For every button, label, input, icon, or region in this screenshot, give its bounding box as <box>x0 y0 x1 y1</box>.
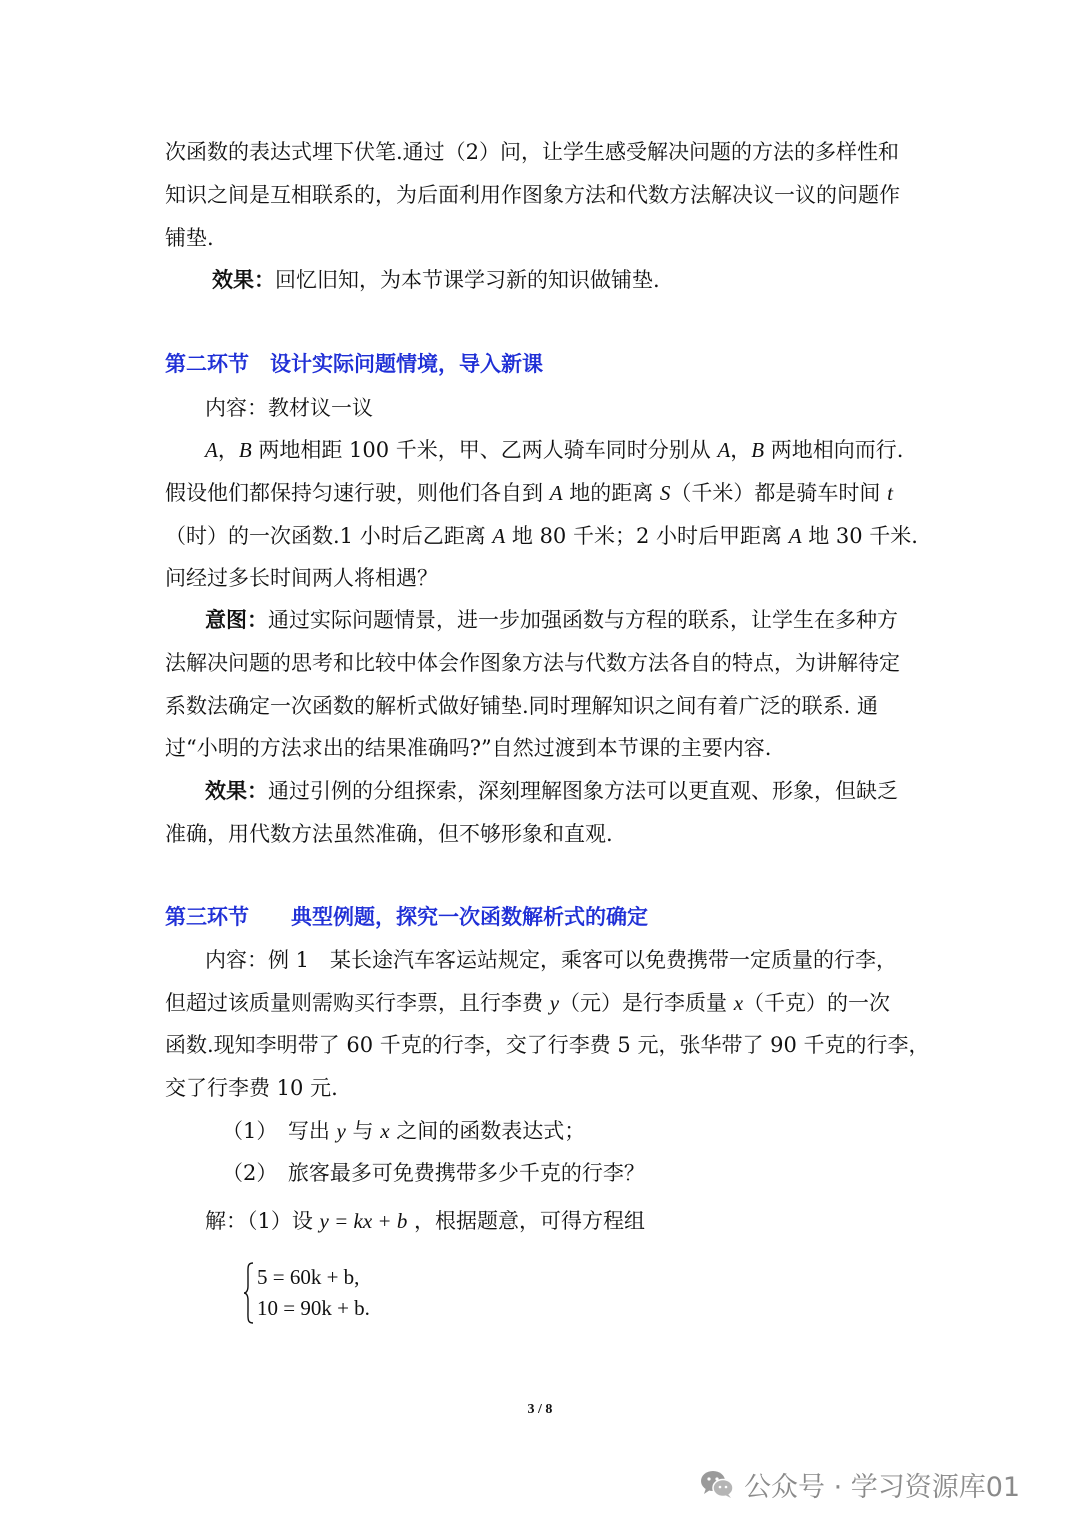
equation-system <box>243 1262 443 1324</box>
solution-line: 解：（1）设 y = kx + b ，根据题意，可得方程组 <box>205 1209 646 1233</box>
example-line-4: 交了行李费 10 元. <box>165 1076 338 1100</box>
intent-line-4: 过“小明的方法求出的结果准确吗?”自然过渡到本节课的主要内容. <box>165 736 772 760</box>
intro-line-1: 次函数的表达式埋下伏笔.通过（2）问，让学生感受解决问题的方法的多样性和 <box>165 140 900 164</box>
problem-line-1: A，B 两地相距 100 千米，甲、乙两人骑车同时分别从 A，B 两地相向而行. <box>205 438 904 462</box>
problem-line-2: 假设他们都保持匀速行驶，则他们各自到 A 地的距离 S（千米）都是骑车时间 t <box>165 481 893 505</box>
effect-text: 回忆旧知，为本节课学习新的知识做铺垫. <box>275 268 660 292</box>
effect2-label: 效果： <box>205 778 268 803</box>
intent-line-1: 意图：通过实际问题情景，进一步加强函数与方程的联系，让学生在多种方 <box>205 607 898 632</box>
equation-2: 10 = 90k + b. <box>257 1296 370 1320</box>
effect-label: 效果： <box>212 267 275 292</box>
intent-line-3: 系数法确定一次函数的解析式做好铺垫.同时理解知识之间有着广泛的联系. 通 <box>165 694 879 718</box>
example-line-2: 但超过该质量则需购买行李票，且行李费 y（元）是行李质量 x（千克）的一次 <box>165 991 891 1015</box>
question-2: （2） 旅客最多可免费携带多少千克的行李？ <box>222 1161 645 1185</box>
section-heading-2: 第二环节 设计实际问题情境，导入新课 <box>165 351 543 376</box>
intent-line-2: 法解决问题的思考和比较中体会作图象方法与代数方法各自的特点，为讲解待定 <box>165 651 900 675</box>
equation-1: 5 = 60k + b, <box>257 1265 360 1289</box>
question-1: （1） 写出 y 与 x 之间的函数表达式； <box>222 1119 586 1143</box>
effect-paragraph-1 <box>212 265 972 295</box>
page-number: 3 / 8 <box>527 1402 553 1417</box>
wechat-icon <box>700 1469 734 1499</box>
problem-line-3: （时）的一次函数.1 小时后乙距离 A 地 80 千米；2 小时后甲距离 A 地 30 千米. <box>165 524 918 548</box>
left-brace-icon <box>243 1262 255 1324</box>
example-line-1: 内容：例 1 某长途汽车客运站规定，乘客可以免费携带一定质量的行李， <box>205 948 898 972</box>
example-line-3: 函数.现知李明带了 60 千克的行李，交了行李费 5 元，张华带了 90 千克的行李， <box>165 1033 930 1057</box>
effect2-line-2: 准确，用代数方法虽然准确，但不够形象和直观. <box>165 822 613 846</box>
watermark-footer <box>700 1462 1020 1506</box>
effect2-line-1: 效果：通过引例的分组探索，深刻理解图象方法可以更直观、形象，但缺乏 <box>205 778 898 803</box>
intro-line-2: 知识之间是互相联系的，为后面利用作图象方法和代数方法解决议一议的问题作 <box>165 183 900 207</box>
intro-line-3: 铺垫. <box>165 226 214 250</box>
content-label: 内容：教材议一议 <box>205 396 373 420</box>
problem-line-4: 问经过多长时间两人将相遇？ <box>165 566 438 590</box>
intent-label: 意图： <box>205 607 268 632</box>
footer-text: 公众号 · 学习资源库01 <box>744 1471 1021 1503</box>
section-heading-3: 第三环节 典型例题，探究一次函数解析式的确定 <box>165 904 648 929</box>
